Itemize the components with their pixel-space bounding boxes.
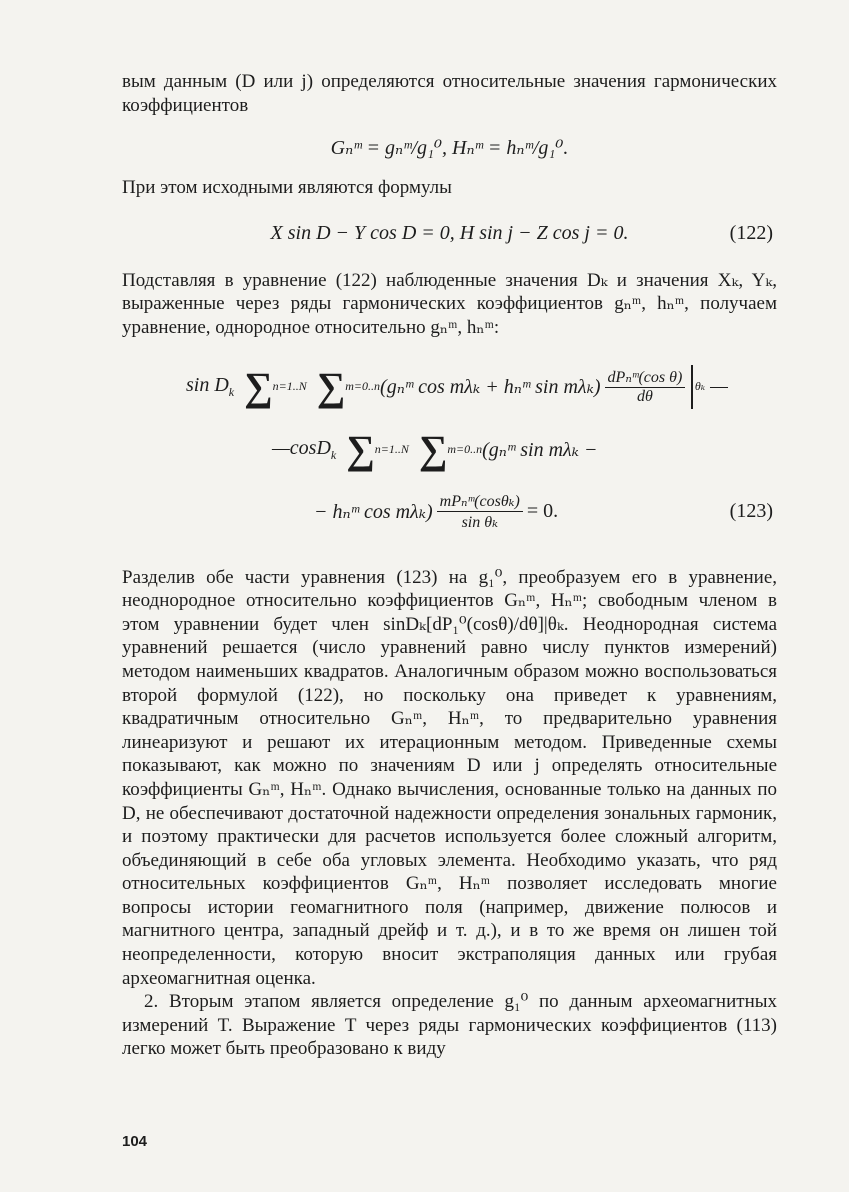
fraction-legendre: $\frac{\text{mPₙᵐ(cosθₖ)}}{\text{sin θₖ}}$ <box>437 491 523 532</box>
paragraph-5: 2. Вторым этапом является определение g₁⁰ по данным археомагнитных измерений T. Выражение T через ряды гармонических коэффициентов (113) легко может быть преобразовано к виду <box>122 991 777 1060</box>
paragraph-2: При этом исходными являются формулы <box>122 177 452 199</box>
paragraph-4: Разделив обе части уравнения (123) на g₁⁰, преобразуем его в уравнение, неоднородное относительно коэффициентов Gₙᵐ, Hₙᵐ; свободным членом в этом уравнении будет член sinDₖ[dP₁⁰(cosθ)/dθ]|θₖ. Неоднородная система уравнений решается (число уравнений равно числу пунктов измерений) методом наименьших квадратов. Аналогичным образом можно воспользоваться второй формулой (122), но поскольку она приведет к уравнениям, квадратичным относительно Gₙᵐ, Hₙᵐ, то предварительно уравнения линеаризуют и решают их итерационным методом. Приведенные схемы показывают, как можно по значениям D или j определять относительные коэффициенты Gₙᵐ, Hₙᵐ. Однако вычисления, основанные только на данных по D, не обеспечивают достаточной надежности определения зональных гармоник, и поэтому практически для расчетов используется более сложный алгоритм, объединяющий в себе оба угловых элемента. Необходимо указать, что ряд относительных коэффициентов Gₙᵐ, Hₙᵐ позволяет исследовать многие вопросы истории геомагнитного поля (например, движение полюсов и магнитного центра, западный дрейф и т. д.), и в то же время он лишен той неопределенности, которую вносит экстраполяция данных или грубая археомагнитная оценка. <box>122 566 777 989</box>
fraction-derivative: $\frac{\text{dPₙᵐ(cos θ)}}{d\theta}$ <box>605 367 686 406</box>
formula-122: X sin D − Y cos D = 0, H sin j − Z cos j = 0. (122) <box>270 221 773 244</box>
sum-symbol: ∑ <box>234 363 273 409</box>
paragraph-3: Подставляя в уравнение (122) наблюденные значения Dₖ и значения Xₖ, Yₖ, выраженные через ряды гармонических коэффициентов gₙᵐ, hₙᵐ, получаем уравнение, однородное относительно gₙᵐ, hₙᵐ: <box>122 269 777 338</box>
formula-123-line-2: —cosD$_k$ ∑ n=1..N ∑ m=0..n (gₙᵐ sin mλₖ − <box>272 426 598 472</box>
page-body <box>122 70 777 1061</box>
equation-number-122: (122) <box>729 221 773 244</box>
sum-symbol: ∑ <box>408 426 448 472</box>
formula-123-line-3: − hₙᵐ cos mλₖ) $\frac{\text{mPₙᵐ(cosθₖ)}}{\text{sin θₖ}}$ = 0. (123) <box>314 493 773 532</box>
formula-123-line-1: $\sin D_k$ ∑ n=1..N ∑ m=0..n (gₙᵐ cos mλₖ + hₙᵐ sin mλₖ) $\frac{\text{dPₙᵐ(cos θ)}}{d\theta}$ θₖ — <box>186 363 728 409</box>
sum-symbol: ∑ <box>336 426 375 472</box>
sum-symbol: ∑ <box>306 363 346 409</box>
formula-relative-coefficients: Gₙᵐ = gₙᵐ/g₁⁰, Hₙᵐ = hₙᵐ/g₁⁰. <box>330 137 569 160</box>
page-number: 104 <box>122 1133 148 1150</box>
evaluation-bar <box>691 365 693 409</box>
equation-number-123: (123) <box>729 500 773 523</box>
paragraph-1: вым данным (D или j) определяются относительные значения гармонических коэффициентов <box>122 71 777 116</box>
